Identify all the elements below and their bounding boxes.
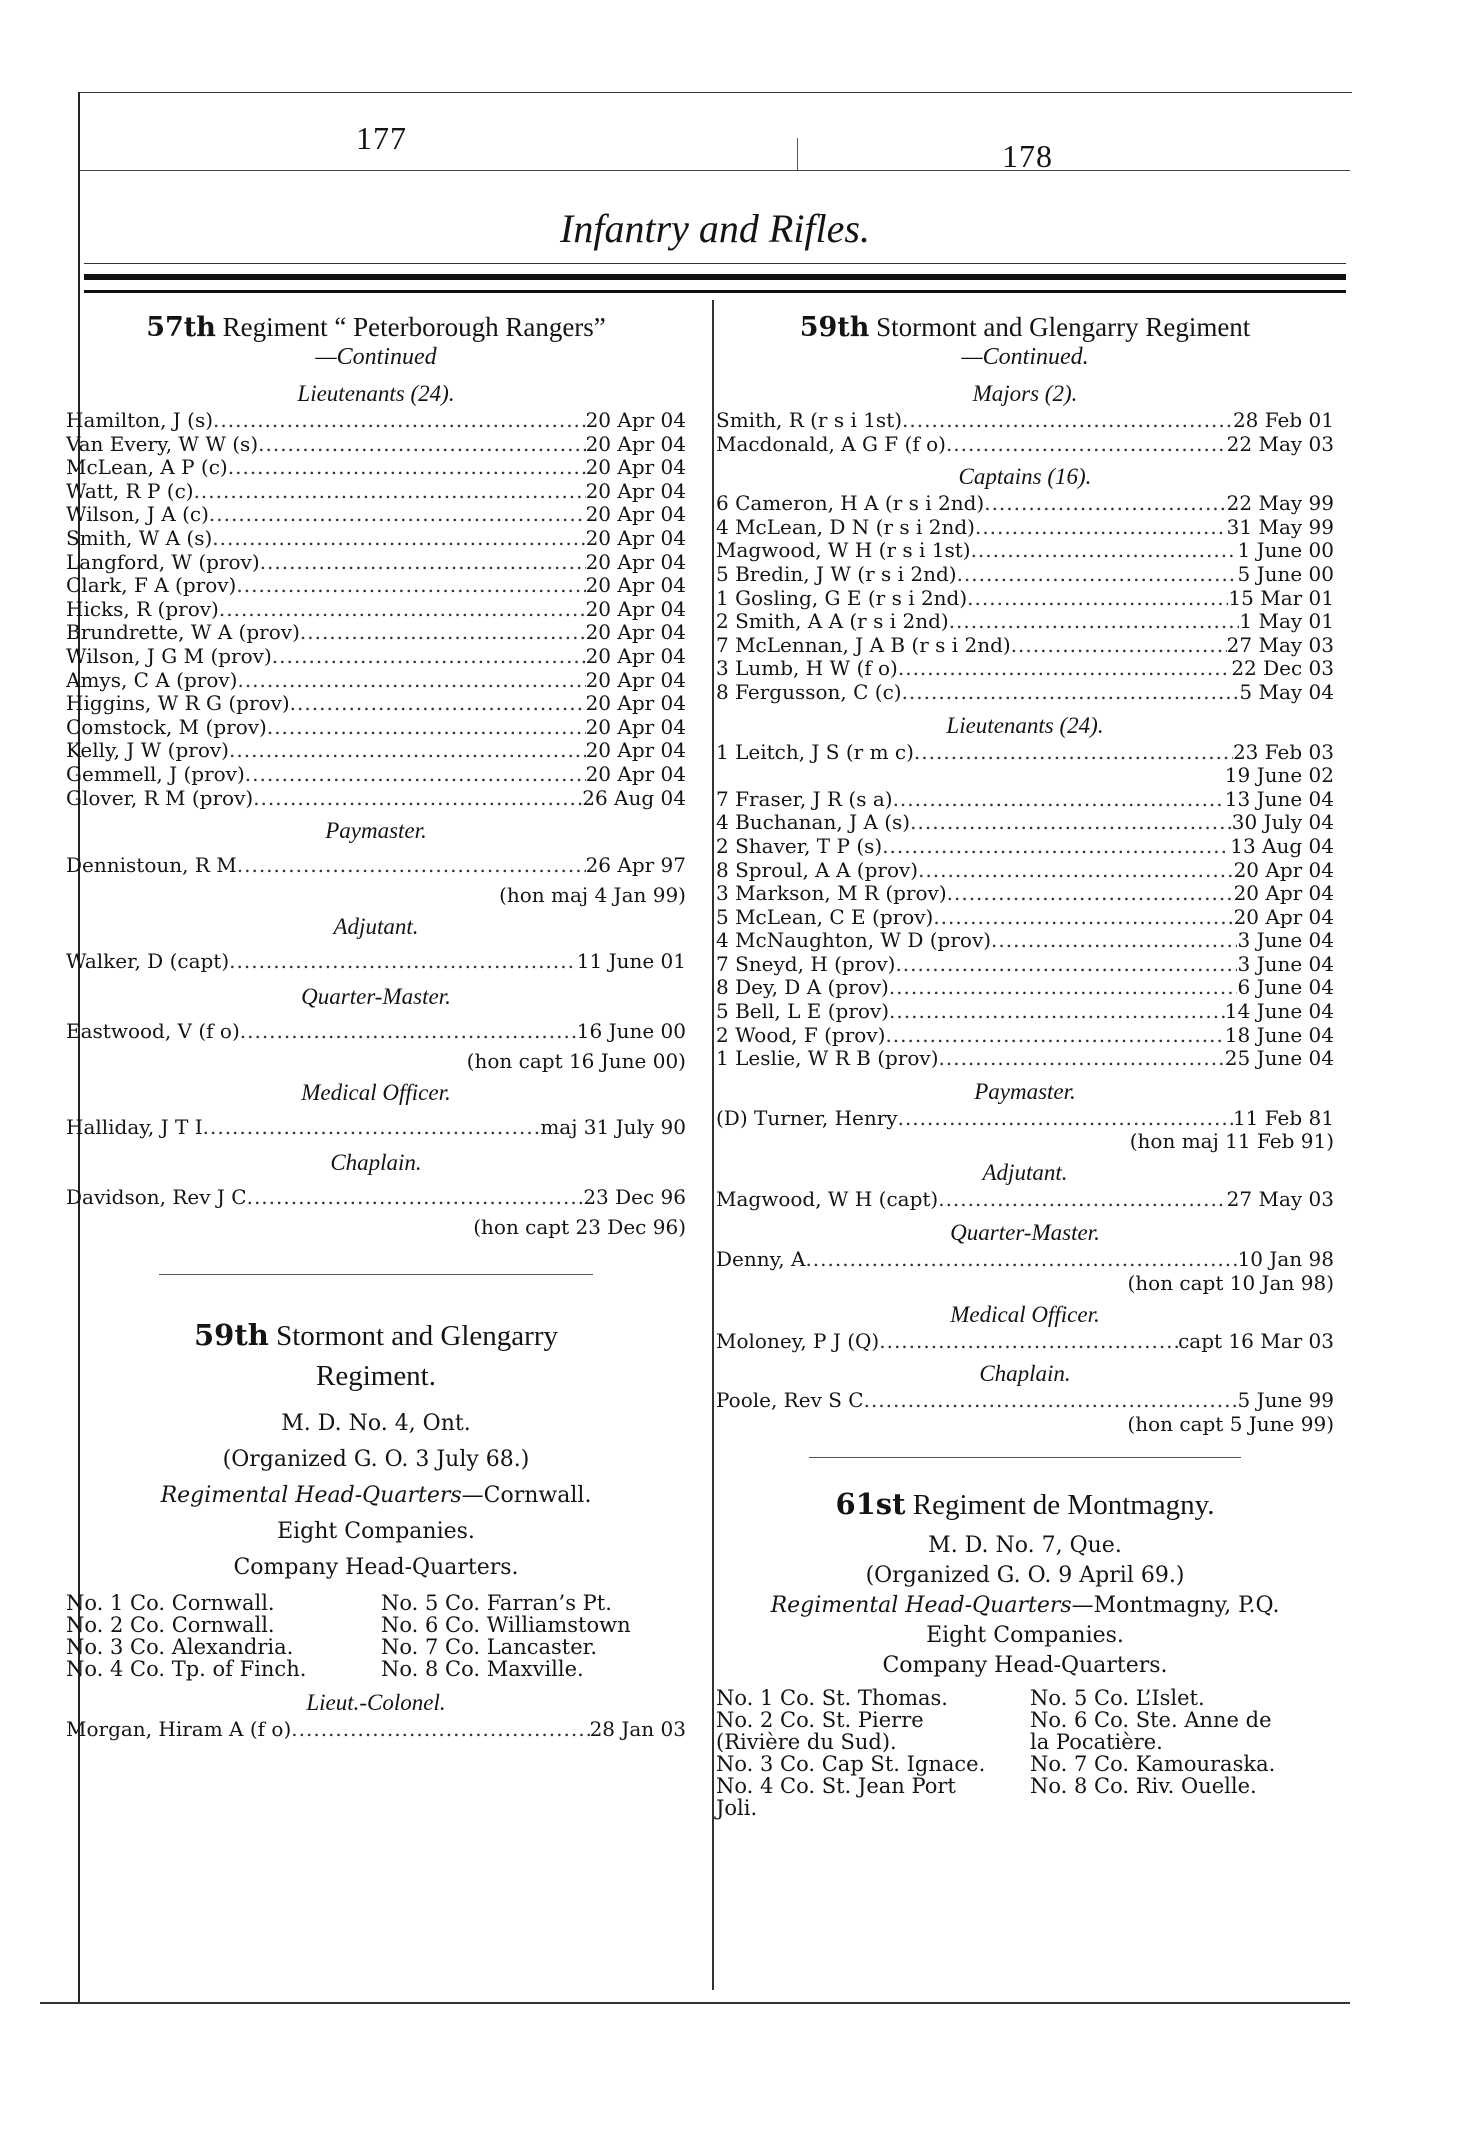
- entry-date: 22 Dec 03: [1231, 656, 1334, 681]
- captain-entry: [716, 539, 1334, 563]
- entry-date: 20 Apr 04: [585, 431, 686, 456]
- page-number-left: 177: [356, 120, 407, 156]
- entry-name: Comstock, M (prov): [66, 714, 267, 739]
- entry-date: 20 Apr 04: [585, 714, 686, 739]
- lieutenants-heading: Lieutenants (24).: [297, 381, 455, 406]
- regiment-heading: [716, 312, 1334, 343]
- entry-name: Gemmell, J (prov): [66, 761, 245, 786]
- entry-name: Magwood, W H (capt): [716, 1187, 939, 1212]
- entry-name: Kelly, J W (prov): [66, 738, 229, 763]
- regimental-hq-value: —Cornwall.: [461, 1483, 592, 1509]
- entry-name: Smith, R (r s i 1st): [716, 408, 903, 432]
- lieutenant-entry: [716, 859, 1334, 883]
- entry-date: 20 Apr 04: [585, 478, 686, 503]
- lieutenant-entry: [716, 1000, 1334, 1024]
- entry-name: Halliday, J T I: [66, 1115, 203, 1140]
- entry-date: 20 Apr 04: [585, 408, 686, 432]
- major-entry: [716, 433, 1334, 457]
- entry-date: 20 Apr 04: [585, 455, 686, 480]
- quarter-master-entry: [716, 1248, 1334, 1272]
- entry-date: 5 May 04: [1239, 679, 1334, 704]
- entry-date: 20 Apr 04: [585, 596, 686, 621]
- right-column: [716, 312, 1334, 1819]
- lieutenant-entry: [716, 906, 1334, 930]
- company-hq-item: No. 2 Co. Cornwall.: [66, 1613, 275, 1638]
- block-regiment-number: 59th: [194, 1318, 269, 1353]
- entry-date: 3 June 04: [1237, 928, 1334, 953]
- medical-officer-heading: Medical Officer.: [301, 1080, 451, 1106]
- entry-name: 5 McLean, C E (prov): [716, 904, 934, 929]
- lieutenant-entry: [716, 1024, 1334, 1048]
- entry-name: Wilson, J G M (prov): [66, 643, 272, 668]
- column-divider: [712, 300, 714, 1990]
- majors-list: [716, 409, 1334, 456]
- company-hq-item: No. 5 Co. Farran’s Pt.: [381, 1591, 612, 1616]
- entry-date: 20 Apr 04: [585, 549, 686, 574]
- company-hq-item: Joli.: [716, 1795, 758, 1820]
- adjutant-entry: [716, 1188, 1334, 1212]
- entry-date: 10 Jan 98: [1237, 1247, 1334, 1272]
- entry-date: 11 June 01: [576, 949, 686, 974]
- military-district: M. D. No. 4, Ont.: [281, 1411, 471, 1437]
- company-hq-item: No. 7 Co. Kamouraska.: [1030, 1751, 1276, 1776]
- entry-name: 2 Smith, A A (r s i 2nd): [716, 609, 949, 634]
- entry-name: Higgins, W R G (prov): [66, 691, 290, 716]
- regimental-hq-line: [66, 1478, 686, 1514]
- company-hq-heading: Company Head-Quarters.: [233, 1555, 519, 1581]
- entry-name: Magwood, W H (r s i 1st): [716, 538, 971, 563]
- entry-name: Clark, F A (prov): [66, 573, 237, 598]
- entry-date: 18 June 04: [1224, 1022, 1334, 1047]
- entry-name: Denny, A: [716, 1247, 806, 1272]
- regimental-hq-value: —Montmagny, P.Q.: [1071, 1592, 1280, 1618]
- entry-date: 20 Apr 04: [1233, 881, 1334, 906]
- lieutenant-entry: [66, 716, 686, 740]
- regiment-number: 59th: [799, 312, 870, 343]
- page-number-right: 178: [1002, 138, 1053, 174]
- medical-officer-heading: Medical Officer.: [950, 1301, 1100, 1327]
- entry-date: 28 Feb 01: [1232, 408, 1334, 432]
- regimental-hq-label: Regimental Head-Quarters: [770, 1592, 1072, 1618]
- entry-name: Brundrette, W A (prov): [66, 620, 300, 645]
- entry-name: 8 Dey, D A (prov): [716, 975, 889, 1000]
- company-hq-item: No. 3 Co. Cap St. Ignace.: [716, 1751, 986, 1776]
- company-hq-item: No. 1 Co. Cornwall.: [66, 1591, 275, 1616]
- title-rule: [84, 263, 1346, 264]
- company-hq-item: No. 5 Co. L’Islet.: [1030, 1685, 1205, 1710]
- paymaster-entry: [66, 850, 686, 880]
- entry-name: 7 Fraser, J R (s a): [716, 786, 893, 811]
- entry-name: Hamilton, J (s): [66, 408, 214, 432]
- entry-date: 20 Apr 04: [585, 573, 686, 598]
- entry-date: 3 June 04: [1237, 951, 1334, 976]
- entry-name: 1 Leslie, W R B (prov): [716, 1046, 939, 1071]
- medical-officer-entry: [66, 1112, 686, 1142]
- entry-name: Glover, R M (prov): [66, 785, 254, 810]
- company-hq-item: No. 1 Co. St. Thomas.: [716, 1685, 948, 1710]
- entry-name: Dennistoun, R M: [66, 853, 237, 878]
- quarter-master-heading: Quarter-Master.: [950, 1220, 1100, 1246]
- entry-date: 25 June 04: [1224, 1046, 1334, 1071]
- entry-date: maj 31 July 90: [540, 1115, 686, 1140]
- adjutant-entry: [66, 946, 686, 976]
- entry-name: 4 McNaughton, W D (prov): [716, 928, 992, 953]
- lieut-colonel-entry: [66, 1718, 686, 1742]
- entry-name: 2 Shaver, T P (s): [716, 833, 883, 858]
- captain-entry: [716, 681, 1334, 705]
- lieutenant-entry: [66, 739, 686, 763]
- captain-entry: [716, 610, 1334, 634]
- lieutenants-list: [716, 741, 1334, 1071]
- regiment-heading: [66, 312, 686, 343]
- entry-name: 5 Bell, L E (prov): [716, 999, 890, 1024]
- lieutenant-entry: [66, 574, 686, 598]
- chaplain-entry: [716, 1389, 1334, 1413]
- section-separator: [159, 1274, 593, 1275]
- entry-name: Morgan, Hiram A (f o): [66, 1717, 292, 1742]
- regiment-name: Stormont and Glengarry Regiment: [876, 312, 1251, 342]
- chaplain-honor: (hon capt 23 Dec 96): [473, 1215, 686, 1240]
- company-hq-item: No. 6 Co. Williamstown: [381, 1613, 631, 1638]
- entry-date: 31 May 99: [1226, 514, 1334, 539]
- entry-name: 8 Fergusson, C (c): [716, 679, 902, 704]
- lieutenant-entry: [716, 764, 1334, 788]
- lieutenant-entry: [716, 788, 1334, 812]
- company-hq-item: No. 3 Co. Alexandria.: [66, 1635, 294, 1660]
- company-hq-item: la Pocatière.: [1030, 1729, 1163, 1754]
- paymaster-entry: [716, 1107, 1334, 1131]
- continued-label: —Continued.: [961, 344, 1089, 370]
- entry-name: Smith, W A (s): [66, 525, 213, 550]
- captain-entry: [716, 657, 1334, 681]
- lieutenants-heading: Lieutenants (24).: [946, 712, 1104, 738]
- block-regiment-name-line1: Stormont and Glengarry: [276, 1320, 558, 1353]
- lieutenant-entry: [66, 551, 686, 575]
- lieutenant-entry: [66, 669, 686, 693]
- lieutenants-list: [66, 409, 686, 810]
- quarter-master-heading: Quarter-Master.: [301, 984, 451, 1010]
- paymaster-honor: (hon maj 4 Jan 99): [499, 883, 686, 908]
- company-hq-list: [716, 1687, 1334, 1819]
- entry-name: 3 Lumb, H W (f o): [716, 656, 898, 681]
- majors-heading: Majors (2).: [972, 381, 1078, 406]
- entry-name: 1 Leitch, J S (r m c): [716, 739, 914, 764]
- entry-date: 23 Dec 96: [583, 1185, 686, 1210]
- entry-date: 13 June 04: [1224, 786, 1334, 811]
- lieutenant-entry: [66, 621, 686, 645]
- entry-date: capt 16 Mar 03: [1178, 1328, 1334, 1353]
- entry-name: 7 Sneyd, H (prov): [716, 951, 896, 976]
- chaplain-heading: Chaplain.: [979, 1361, 1071, 1387]
- entry-date: 27 May 03: [1226, 632, 1334, 657]
- lieutenant-entry: [716, 1047, 1334, 1071]
- company-hq-list: [66, 1592, 686, 1680]
- lieutenant-entry: [66, 598, 686, 622]
- lieutenant-entry: [716, 741, 1334, 765]
- captains-heading: Captains (16).: [958, 464, 1092, 490]
- military-district: M. D. No. 7, Que.: [928, 1532, 1122, 1558]
- entry-date: 20 Apr 04: [585, 691, 686, 716]
- block-regiment-name-line2: Regiment.: [315, 1360, 436, 1393]
- entry-name: Davidson, Rev J C: [66, 1185, 247, 1210]
- entry-date: 1 June 00: [1237, 538, 1334, 563]
- section-separator: [809, 1457, 1242, 1458]
- lieutenant-entry: [716, 811, 1334, 835]
- lieutenant-entry: [66, 645, 686, 669]
- chaplain-heading: Chaplain.: [330, 1150, 422, 1176]
- entry-name: 3 Markson, M R (prov): [716, 881, 947, 906]
- entry-name: Wilson, J A (c): [66, 502, 209, 527]
- lieutenant-entry: [66, 456, 686, 480]
- lieutenant-entry: [66, 433, 686, 457]
- company-hq-item: No. 7 Co. Lancaster.: [381, 1635, 598, 1660]
- chaplain-honor: (hon capt 5 June 99): [1127, 1411, 1334, 1436]
- thick-rule: [84, 274, 1346, 280]
- entry-date: 5 June 99: [1237, 1388, 1334, 1413]
- lieutenant-entry: [66, 503, 686, 527]
- entry-name: 6 Cameron, H A (r s i 2nd): [716, 491, 985, 516]
- entry-date: 13 Aug 04: [1230, 833, 1334, 858]
- entry-name: 4 Buchanan, J A (s): [716, 810, 911, 835]
- medical-officer-entry: [716, 1330, 1334, 1354]
- block-regiment-number: 61st: [835, 1486, 906, 1521]
- regiment-number: 57th: [146, 312, 216, 343]
- entry-date: 16 June 00: [576, 1019, 686, 1044]
- lieutenant-entry: [66, 787, 686, 811]
- paymaster-honor: (hon maj 11 Feb 91): [1129, 1129, 1334, 1154]
- company-hq-item: No. 8 Co. Maxville.: [381, 1657, 584, 1682]
- entry-name: Walker, D (capt): [66, 949, 230, 974]
- lieut-colonel-heading: Lieut.-Colonel.: [306, 1690, 446, 1716]
- continued-label: —Continued: [315, 344, 437, 370]
- entry-name: Macdonald, A G F (f o): [716, 431, 946, 456]
- lieutenant-entry: [66, 480, 686, 504]
- lieutenant-entry: [716, 953, 1334, 977]
- entry-date: 26 Apr 97: [585, 853, 686, 878]
- entry-date: 23 Feb 03: [1232, 739, 1334, 764]
- entry-name: 8 Sproul, A A (prov): [716, 857, 919, 882]
- regimental-hq-line: [716, 1591, 1334, 1621]
- entry-name: 7 McLennan, J A B (r s i 2nd): [716, 632, 1011, 657]
- entry-date: 1 May 01: [1239, 609, 1334, 634]
- company-hq-item: No. 8 Co. Riv. Ouelle.: [1030, 1773, 1257, 1798]
- page-number-header: [80, 110, 1350, 174]
- entry-name: Watt, R P (c): [66, 478, 194, 503]
- entry-date: 6 June 04: [1237, 975, 1334, 1000]
- entry-name: Eastwood, V (f o): [66, 1019, 240, 1044]
- bottom-rule: [40, 2002, 1350, 2004]
- entry-date: 22 May 99: [1226, 491, 1334, 516]
- lieutenant-entry: [716, 929, 1334, 953]
- entry-date: 20 Apr 04: [585, 620, 686, 645]
- left-column: [66, 312, 686, 1742]
- lieutenant-entry: [716, 835, 1334, 859]
- organized-line: (Organized G. O. 3 July 68.): [222, 1447, 530, 1473]
- quarter-master-honor: (hon capt 16 June 00): [466, 1049, 686, 1074]
- entry-date: 20 Apr 04: [585, 667, 686, 692]
- regiment-name: Regiment “ Peterborough Rangers”: [222, 312, 606, 342]
- captain-entry: [716, 587, 1334, 611]
- entry-name: 4 McLean, D N (r s i 2nd): [716, 514, 975, 539]
- companies-count: Eight Companies.: [926, 1622, 1124, 1648]
- captains-list: [716, 492, 1334, 704]
- entry-name: Amys, C A (prov): [66, 667, 238, 692]
- lieutenant-entry: [716, 976, 1334, 1000]
- lieutenant-entry: [66, 527, 686, 551]
- lieutenant-entry: [66, 763, 686, 787]
- entry-date: 20 Apr 04: [1233, 857, 1334, 882]
- entry-name: Van Every, W W (s): [66, 431, 259, 456]
- entry-name: 5 Bredin, J W (r s i 2nd): [716, 561, 957, 586]
- paymaster-heading: Paymaster.: [974, 1078, 1076, 1104]
- adjutant-heading: Adjutant.: [982, 1160, 1068, 1186]
- company-hq-item: No. 4 Co. Tp. of Finch.: [66, 1657, 307, 1682]
- entry-date: 19 June 02: [1224, 763, 1334, 788]
- chaplain-entry: [66, 1182, 686, 1212]
- lieutenant-entry: [716, 882, 1334, 906]
- organized-line: (Organized G. O. 9 April 69.): [865, 1562, 1185, 1588]
- entry-name: (D) Turner, Henry: [716, 1105, 898, 1130]
- entry-name: Langford, W (prov): [66, 549, 260, 574]
- entry-name: 1 Gosling, G E (r s i 2nd): [716, 585, 968, 610]
- entry-date: 22 May 03: [1226, 431, 1334, 456]
- entry-date: 20 Apr 04: [585, 502, 686, 527]
- company-hq-item: No. 4 Co. St. Jean Port: [716, 1773, 956, 1798]
- entry-name: Poole, Rev S C: [716, 1388, 864, 1413]
- entry-date: 11 Feb 81: [1232, 1105, 1334, 1130]
- section-title: Infantry and Rifles.: [560, 206, 870, 251]
- adjutant-heading: Adjutant.: [333, 914, 419, 940]
- entry-date: 20 Apr 04: [585, 643, 686, 668]
- entry-name: 2 Wood, F (prov): [716, 1022, 886, 1047]
- company-hq-heading: Company Head-Quarters.: [882, 1652, 1168, 1678]
- entry-date: 20 Apr 04: [585, 525, 686, 550]
- entry-date: 20 Apr 04: [585, 738, 686, 763]
- thick-rule-secondary: [84, 290, 1346, 293]
- lieutenant-entry: [66, 409, 686, 433]
- entry-date: 27 May 03: [1226, 1187, 1334, 1212]
- company-hq-item: (Rivière du Sud).: [716, 1729, 897, 1754]
- entry-date: 30 July 04: [1231, 810, 1334, 835]
- entry-date: 26 Aug 04: [582, 785, 686, 810]
- company-hq-item: No. 6 Co. Ste. Anne de: [1030, 1707, 1272, 1732]
- entry-date: 15 Mar 01: [1228, 585, 1334, 610]
- lieutenant-entry: [66, 692, 686, 716]
- quarter-master-honor: (hon capt 10 Jan 98): [1127, 1270, 1334, 1295]
- company-hq-item: No. 2 Co. St. Pierre: [716, 1707, 924, 1732]
- paymaster-heading: Paymaster.: [325, 818, 427, 844]
- entry-date: 20 Apr 04: [1233, 904, 1334, 929]
- block-regiment-name: Regiment de Montmagny.: [912, 1488, 1215, 1521]
- company-hq-item: [1030, 1797, 1334, 1819]
- quarter-master-entry: [66, 1016, 686, 1046]
- entry-date: 14 June 04: [1224, 999, 1334, 1024]
- entry-date: 5 June 00: [1237, 561, 1334, 586]
- captain-entry: [716, 634, 1334, 658]
- companies-count: Eight Companies.: [277, 1519, 475, 1545]
- captain-entry: [716, 563, 1334, 587]
- page-number-divider: [797, 138, 798, 170]
- regimental-hq-label: Regimental Head-Quarters: [160, 1483, 462, 1509]
- entry-date: 20 Apr 04: [585, 761, 686, 786]
- entry-name: Hicks, R (prov): [66, 596, 219, 621]
- block-regiment-title: [66, 1315, 686, 1356]
- entry-name: McLean, A P (c): [66, 455, 228, 480]
- entry-name: Moloney, P J (Q): [716, 1328, 880, 1353]
- entry-date: 28 Jan 03: [589, 1717, 686, 1742]
- block-regiment-title: [716, 1484, 1334, 1525]
- captain-entry: [716, 516, 1334, 540]
- major-entry: [716, 409, 1334, 433]
- captain-entry: [716, 492, 1334, 516]
